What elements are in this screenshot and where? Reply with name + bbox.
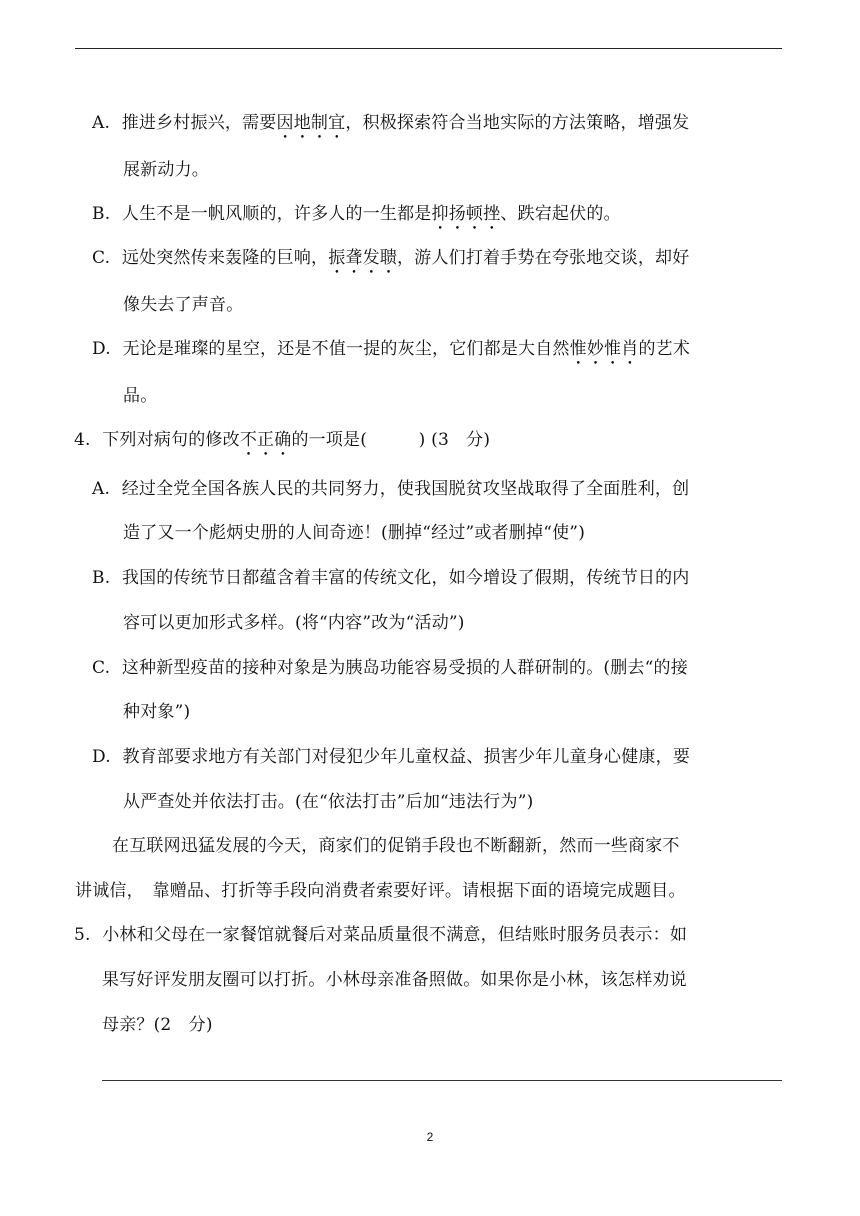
q4-option-a [92,477,689,501]
emphasized-idiom: 抑扬顿挫 [431,204,501,224]
emphasized-idiom: 振聋发聩 [328,248,398,268]
q4-stem [74,428,490,460]
q4-option-a-continued: 造了又一个彪炳史册的人间奇迹！(删掉“经过”或者删掉“使”) [123,523,586,543]
q4-option-c [92,656,688,680]
option-letter: D. [92,339,111,359]
option-letter: B. [92,204,111,224]
option-text-end: ，积极探索符合当地实际的方法策略，增强发 [345,113,690,133]
q3-option-d-continued: 品。 [123,386,158,406]
option-text: 教育部要求地方有关部门对侵犯少年儿童权益、损害少年儿童身心健康，要 [122,747,691,767]
emphasized-idiom: 因地制宜 [276,113,346,133]
option-text-end: 的艺术 [638,339,691,359]
option-letter: C. [92,658,111,678]
q3-option-c [92,246,689,278]
q3-option-a [92,111,689,143]
q5-stem [74,923,687,947]
q3-option-b [92,202,621,234]
option-text-start: 无论是璀璨的星空，还是不值一提的灰尘，它们都是大自然 [122,339,570,359]
emphasized-idiom: 惟妙惟肖 [569,339,639,359]
option-text-end: 、跌宕起伏的。 [500,204,621,224]
q5-stem-line3: 母亲？(2 分) [102,1015,213,1035]
q4-option-b-continued: 容可以更加形式多样。(将“内容”改为“活动”) [123,613,465,633]
header-rule [75,48,782,49]
q3-option-c-continued: 像失去了声音。 [123,295,244,315]
question-number: 4. [74,430,91,450]
question-text-start: 下列对病句的修改 [102,430,240,450]
q4-option-c-continued: 种对象”) [123,702,191,722]
question-text-end: 的一项是( ) (3 分) [291,430,491,450]
answer-line[interactable] [102,1080,782,1081]
option-text: 这种新型疫苗的接种对象是为胰岛功能容易受损的人群研制的。(删去“的接 [121,658,688,678]
emphasized-word: 不正确 [239,430,292,450]
option-letter: A. [92,479,111,499]
q3-option-d [92,337,690,369]
q3-option-a-continued: 展新动力。 [123,160,209,180]
q5-stem-line2: 果写好评发朋友圈可以打折。小林母亲准备照做。如果你是小林，该怎样劝说 [102,970,687,990]
context-paragraph-line2: 讲诚信， 靠赠品、打折等手段向消费者索要好评。请根据下面的语境完成题目。 [75,881,686,901]
q4-option-d [92,745,690,769]
q4-option-b [92,566,690,590]
option-text: 经过全党全国各族人民的共同努力，使我国脱贫攻坚战取得了全面胜利，创 [121,479,690,499]
option-letter: B. [92,568,111,588]
option-text-start: 远处突然传来轰隆的巨响， [121,248,329,268]
question-text: 小林和父母在一家餐馆就餐后对菜品质量很不满意，但结账时服务员表示：如 [102,925,688,945]
option-text: 我国的传统节日都蕴含着丰富的传统文化，如今增设了假期，传统节日的内 [121,568,690,588]
option-text-start: 人生不是一帆风顺的，许多人的一生都是 [121,204,432,224]
option-letter: D. [92,747,111,767]
option-letter: A. [92,113,111,133]
option-letter: C. [92,248,111,268]
option-text-start: 推进乡村振兴，需要 [121,113,277,133]
question-number: 5. [74,925,91,945]
q4-option-d-continued: 从严查处并依法打击。(在“依法打击”后加“违法行为”) [123,792,534,812]
page-number: 2 [426,1130,434,1144]
context-paragraph-line1: 在互联网迅猛发展的今天，商家们的促销手段也不断翻新，然而一些商家不 [112,836,680,856]
option-text-end: ，游人们打着手势在夸张地交谈，却好 [397,248,690,268]
